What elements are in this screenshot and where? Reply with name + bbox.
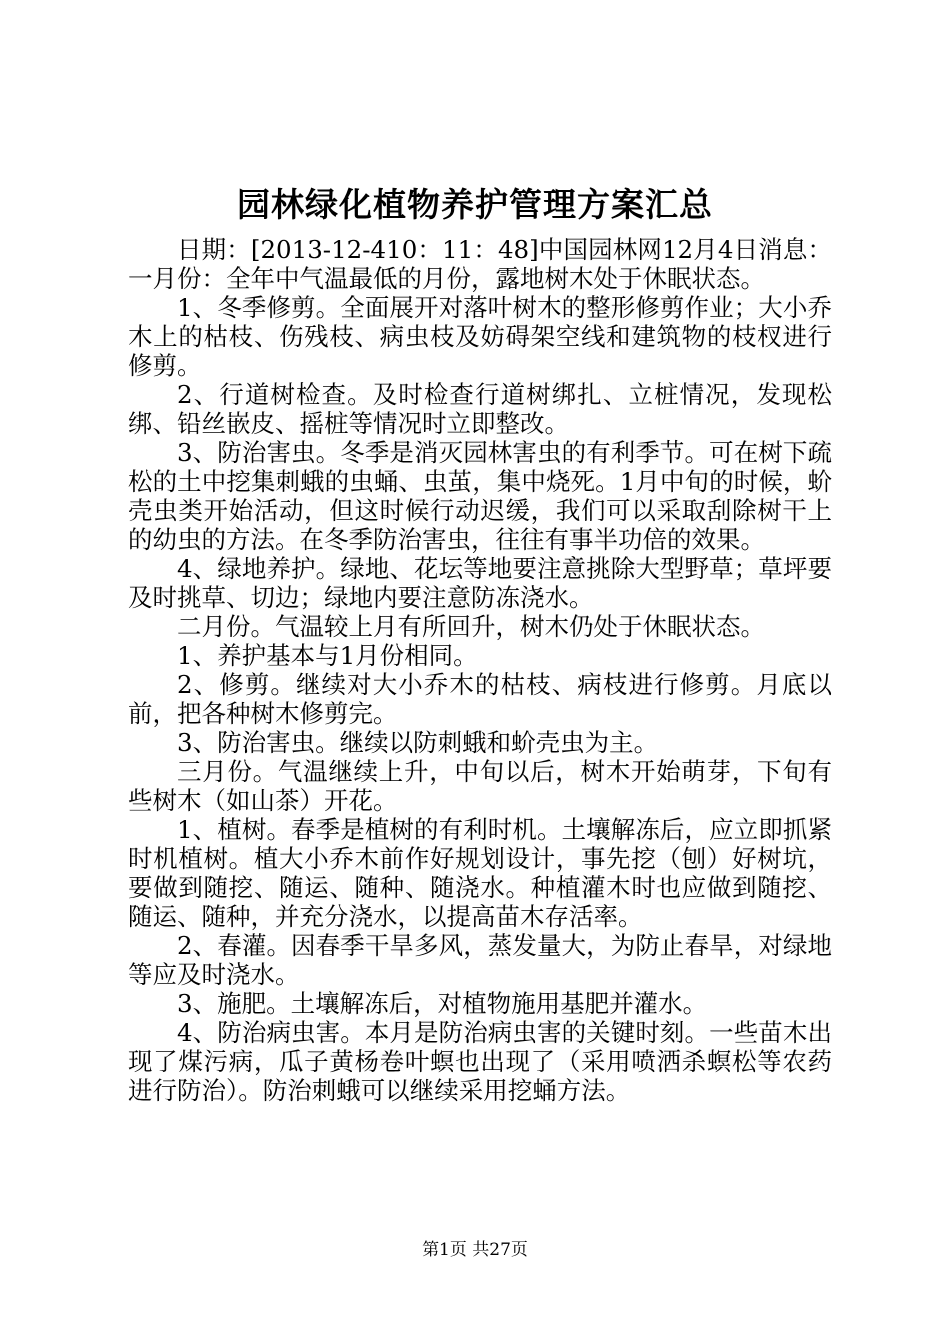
document-title: 园林绿化植物养护管理方案汇总: [237, 185, 713, 224]
paragraph: 3、防治害虫。冬季是消灭园林害虫的有利季节。可在树下疏松的土中挖集刺蛾的虫蛹、虫茧，集中烧死。1月中旬的时候，蚧壳虫类开始活动，但这时候行动迟缓，我们可以采取刮除树干上的幼虫的方法。在冬季防治害虫，往往有事半功倍的效果。: [128, 438, 832, 554]
page-number-footer: 第1页 共27页: [422, 1240, 528, 1260]
paragraph: 3、施肥。土壤解冻后，对植物施用基肥并灌水。: [177, 989, 708, 1018]
paragraph: 2、修剪。继续对大小乔木的枯枝、病枝进行修剪。月底以前，把各种树木修剪完。: [128, 670, 832, 728]
paragraph: 1、养护基本与1月份相同。: [177, 641, 478, 670]
paragraph: 1、冬季修剪。全面展开对落叶树木的整形修剪作业；大小乔木上的枯枝、伤残枝、病虫枝及妨碍架空线和建筑物的枝杈进行修剪。: [128, 293, 832, 380]
paragraph: 2、春灌。因春季干旱多风，蒸发量大，为防止春旱，对绿地等应及时浇水。: [128, 931, 832, 989]
paragraph: 2、行道树检查。及时检查行道树绑扎、立桩情况，发现松绑、铅丝嵌皮、摇桩等情况时立即整改。: [128, 380, 832, 438]
document-body: [128, 235, 832, 1105]
paragraph: 三月份。气温继续上升，中旬以后，树木开始萌芽，下旬有些树木（如山茶）开花。: [128, 757, 832, 815]
paragraph: 3、防治害虫。继续以防刺蛾和蚧壳虫为主。: [177, 728, 659, 757]
paragraph: 日期：[2013-12-410：11：48]中国园林网12月4日消息：一月份：全年中气温最低的月份，露地树木处于休眠状态。: [128, 235, 832, 293]
paragraph: 二月份。气温较上月有所回升，树木仍处于休眠状态。: [177, 612, 765, 641]
paragraph: 4、防治病虫害。本月是防治病虫害的关键时刻。一些苗木出现了煤污病，瓜子黄杨卷叶螟也出现了（采用喷洒杀螟松等农药进行防治）。防治刺蛾可以继续采用挖蛹方法。: [128, 1018, 832, 1105]
paragraph: 1、植树。春季是植树的有利时机。土壤解冻后，应立即抓紧时机植树。植大小乔木前作好规划设计，事先挖（刨）好树坑，要做到随挖、随运、随种、随浇水。种植灌木时也应做到随挖、随运、随种，并充分浇水，以提高苗木存活率。: [128, 815, 832, 931]
paragraph: 4、绿地养护。绿地、花坛等地要注意挑除大型野草；草坪要及时挑草、切边；绿地内要注意防冻浇水。: [128, 554, 832, 612]
